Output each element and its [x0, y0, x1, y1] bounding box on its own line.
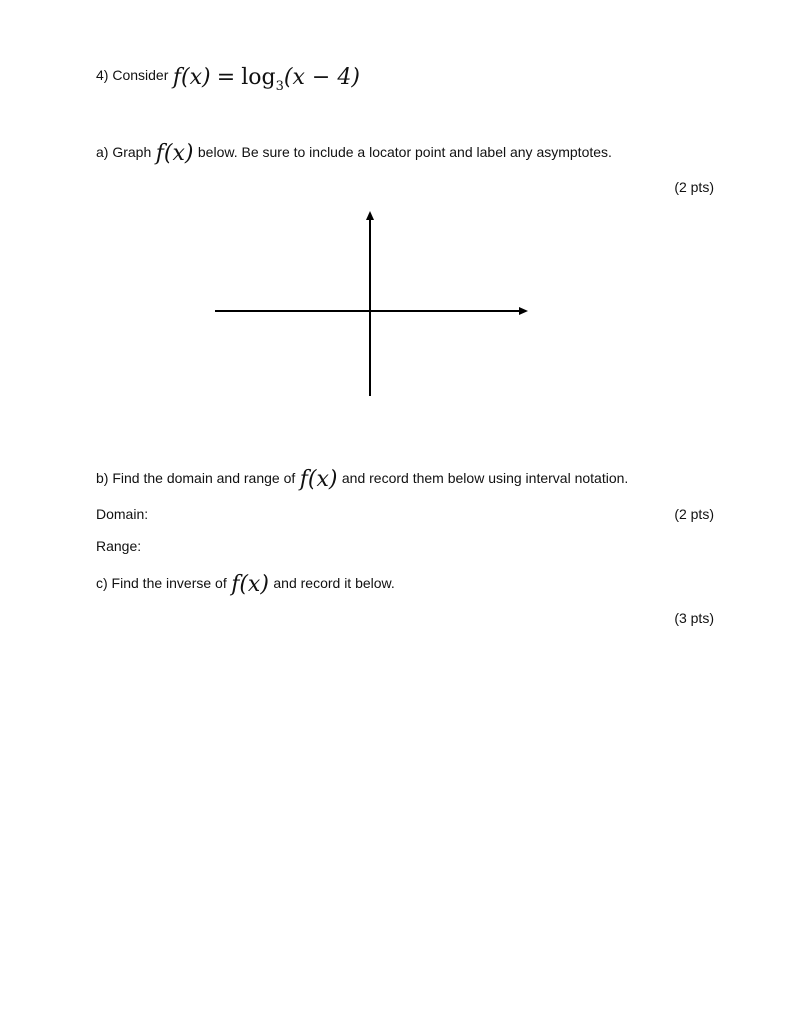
part-a-function-name: f [155, 141, 164, 166]
part-c-lead: c) Find the inverse of [96, 575, 227, 591]
part-b-points: (2 pts) [674, 506, 714, 522]
part-a-function-argument: (x) [163, 141, 194, 166]
part-b-tail: and record them below using interval notation. [341, 470, 629, 486]
part-b-prompt [96, 466, 628, 492]
equals-sign: = [216, 65, 236, 90]
part-b-function-argument: (x) [307, 467, 338, 492]
part-a-prompt [96, 140, 612, 166]
part-b-lead: b) Find the domain and range of [96, 470, 296, 486]
log-base: 3 [275, 79, 284, 94]
function-name: f [172, 65, 181, 90]
coordinate-axes [210, 208, 534, 400]
part-c-function [231, 571, 269, 596]
part-c-points: (3 pts) [674, 610, 714, 626]
log-argument: (x − 4) [283, 65, 360, 90]
part-c-tail: and record it below. [273, 575, 395, 591]
part-c-function-argument: (x) [239, 572, 269, 597]
part-b-function [300, 466, 338, 491]
function-argument: (x) [180, 65, 211, 90]
y-axis-arrow-icon [366, 211, 374, 220]
question-label: 4) Consider [96, 67, 169, 83]
part-b-function-name: f [299, 467, 308, 492]
part-c-function-name: f [231, 572, 240, 597]
range-label: Range: [96, 538, 142, 554]
function-equation [172, 64, 360, 94]
question-header [96, 64, 360, 94]
part-a-points: (2 pts) [674, 179, 714, 195]
part-a-function [156, 140, 194, 165]
part-a-tail: below. Be sure to include a locator point and label any asymptotes. [197, 144, 612, 160]
part-a-lead: a) Graph [96, 144, 152, 160]
log-word: log [241, 65, 276, 90]
domain-label: Domain: [96, 506, 149, 522]
part-c-prompt [96, 571, 395, 597]
x-axis-arrow-icon [519, 307, 528, 315]
